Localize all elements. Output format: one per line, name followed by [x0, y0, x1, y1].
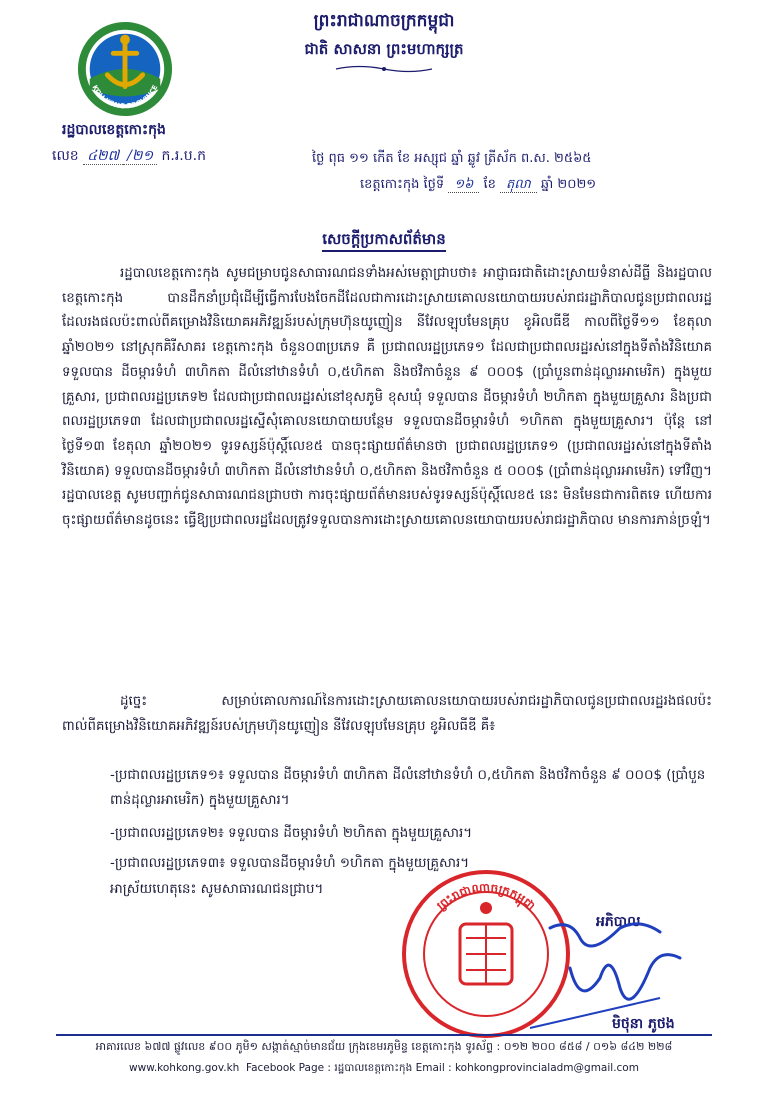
- solar-date-prefix: ខេត្តកោះកុង ថ្ងៃទី: [360, 177, 445, 192]
- ref-suffix: /២១: [123, 148, 157, 165]
- solar-date: [360, 176, 596, 195]
- reference-number: [52, 146, 206, 167]
- facebook-label: Facebook Page :: [246, 1062, 331, 1074]
- closing-line: អាស្រ័យហេតុនេះ សូមសាធារណជនជ្រាប។: [110, 882, 324, 897]
- list-item: -ប្រជាពលរដ្ឋប្រភេទ២៖ ទទួលបាន ដីចម្ការទំហំ ២ហិកតា ក្នុងមួយគ្រួសារ។: [110, 826, 473, 841]
- provincial-logo: [76, 20, 174, 118]
- signatory-name: មិថុនា ភូថង: [612, 1016, 675, 1032]
- ornament-divider-icon: [334, 64, 434, 74]
- ref-number: ៤២៧: [83, 148, 123, 165]
- footer-divider: [56, 1034, 712, 1036]
- facebook-link[interactable]: រដ្ឋបាលខេត្តកោះកុង: [334, 1062, 413, 1074]
- seal-text: ព្រះរាជាណាចក្រកម្ពុជា: [434, 880, 538, 914]
- document-title: [0, 230, 768, 252]
- solar-month: តុលា: [500, 177, 537, 193]
- solar-month-label: ខែ: [483, 177, 496, 192]
- footer-address: អាគារលេខ ៦៧៧ ផ្លូវលេខ ៩០០ ភូមិ១ សង្កាត់ស្មាច់មានជ័យ ក្រុងខេមរភូមិន្ទ ខេត្តកោះកុង ទូរស័ព្ទ : ០១២ ២០០ ៨៥៨ / ០១៦ ៨៤២ ២២៨: [95, 1040, 673, 1053]
- national-motto: ជាតិ សាសនា ព្រះមហាក្សត្រ: [304, 40, 464, 58]
- website-link[interactable]: www.kohkong.gov.kh: [129, 1062, 240, 1074]
- lunar-date: ថ្ងៃ ពុធ ១១ កើត ខែ អស្សុជ ឆ្នាំ ឆ្លូវ ត្រីស័ក ព.ស. ២៥៦៥: [312, 151, 592, 166]
- email-link[interactable]: kohkongprovincialadm@gmail.com: [454, 1062, 639, 1074]
- list-item: -ប្រជាពលរដ្ឋប្រភេទ១៖ ទទួលបាន ដីចម្ការទំហំ ៣ហិកតា ដីលំនៅឋានទំហំ ០,៥ហិកតា និងថវិកាចំនួន ៩ ០០០$ (ប្រាំបួនពាន់ដុល្លារអាមេរិក) ក្នុងមួយគ្រួសារ។: [110, 768, 706, 808]
- ref-label: លេខ: [52, 148, 79, 164]
- solar-year: ឆ្នាំ ២០២១: [540, 177, 597, 192]
- body-paragraph-1: រដ្ឋបាលខេត្តកោះកុង សូមជម្រាបជូនសាធារណជនទាំងអស់មេត្តាជ្រាបថា៖ អាជ្ញាធរជាតិដោះស្រាយទំនាស់ដីធ្លី និងរដ្ឋបាលខេត្តកោះកុង បានដឹកនាំប្រជុំដើម្បីធ្វើការបែងចែកដីដែលជាការដោះស្រាយគោលនយោបាយរបស់រាជរដ្ឋាភិបាលជូនប្រជាពលរដ្ឋដែលរងផលប៉ះពាល់ពីគម្រោងវិនិយោគអភិវឌ្ឍន៍របស់ក្រុមហ៊ុនយូញៀន នីវែលឡុបមែនគ្រុប ខូអិលធីឌី កាលពីថ្ងៃទី១១ ខែតុលា ឆ្នាំ២០២១ នៅស្រុកគិរីសាគរ ខេត្តកោះកុង ចំនួន០៣ប្រភេទ គឺ ប្រជាពលរដ្ឋប្រភេទ១ ដែលជាប្រជាពលរដ្ឋរស់នៅក្នុងទីតាំងវិនិយោគ ទទួលបាន ដីចម្ការទំហំ ៣ហិកតា ដីលំនៅឋានទំហំ ០,៥ហិកតា និងថវិកាចំនួន ៩ ០០០$ (ប្រាំបួនពាន់ដុល្លារអាមេរិក) ក្នុងមួយគ្រួសារ, ប្រជាពលរដ្ឋប្រភេទ២ ដែលជាប្រជាពលរដ្ឋរស់នៅខុសភូមិ ខុសឃុំ ទទួលបាន ដីចម្ការទំហំ ២ហិកតា ក្នុងមួយគ្រួសារ និងប្រជាពលរដ្ឋប្រភេទ៣ ដែលជាប្រជាពលរដ្ឋស្នើសុំគោលនយោបាយបន្ថែម ទទួលបានដីចម្ការទំហំ ១ហិកតា ក្នុងមួយគ្រួសារ។ ប៉ុន្តែ នៅថ្ងៃទី១៣ ខែតុលា ឆ្នាំ២០២១ ទូរទស្សន៍ប៉ុស្តិ៍លេខ៥ បានចុះផ្សាយព័ត៌មានថា ប្រជាពលរដ្ឋប្រភេទ១ (ប្រជាពលរដ្ឋរស់នៅក្នុងទីតាំងវិនិយោគ) ទទួលបានដីចម្ការទំហំ ៣ហិកតា ដីលំនៅឋានទំហំ ០,៥ហិកតា និងថវិកាចំនួន ៥ ០០០$ (ប្រាំពាន់ដុល្លារអាមេរិក) ទៅវិញ។ រដ្ឋបាលខេត្ត សូមបញ្ជាក់ជូនសាធារណជនជ្រាបថា ការចុះផ្សាយព័ត៌មានរបស់ទូរទស្សន៍ប៉ុស្តិ៍លេខ៥ នេះ មិនមែនជាការពិតទេ ហើយការចុះផ្សាយព័ត៌មានដូចនេះ ធ្វើឱ្យប្រជាពលរដ្ឋដែលត្រូវទទួលបានការដោះស្រាយគោលនយោបាយរបស់រាជរដ្ឋាភិបាល មានការភាន់ច្រឡំ។: [62, 266, 712, 529]
- ref-code: ក.រ.ប.ក: [161, 148, 206, 164]
- title-text: សេចក្តីប្រកាសព័ត៌មាន: [322, 230, 446, 252]
- body-paragraph-2: ដូច្នេះ សម្រាប់គោលការណ៍នៃការដោះស្រាយគោលនយោបាយរបស់រាជរដ្ឋាភិបាលជូនប្រជាពលរដ្ឋរងផលប៉ះពាល់ពីគម្រោងវិនិយោគអភិវឌ្ឍន៍របស់ក្រុមហ៊ុនយូញៀន នីវែលឡុបមែនគ្រុប ខូអិលធីឌី គឺ៖: [62, 694, 712, 734]
- logo-caption: KOH KONG PROVINCE: [90, 83, 160, 111]
- kingdom-header: ព្រះរាជាណាចក្រកម្ពុជា: [313, 11, 455, 31]
- issuing-authority: រដ្ឋបាលខេត្តកោះកុង: [62, 122, 166, 138]
- list-item: -ប្រជាពលរដ្ឋប្រភេទ៣៖ ទទួលបានដីចម្ការទំហំ ១ហិកតា ក្នុងមួយគ្រួសារ។: [110, 856, 470, 871]
- footer-contacts: [0, 1062, 768, 1077]
- signatory-title: អភិបាល: [596, 914, 641, 930]
- solar-day: ១៦: [448, 177, 479, 193]
- email-label: Email :: [415, 1062, 452, 1074]
